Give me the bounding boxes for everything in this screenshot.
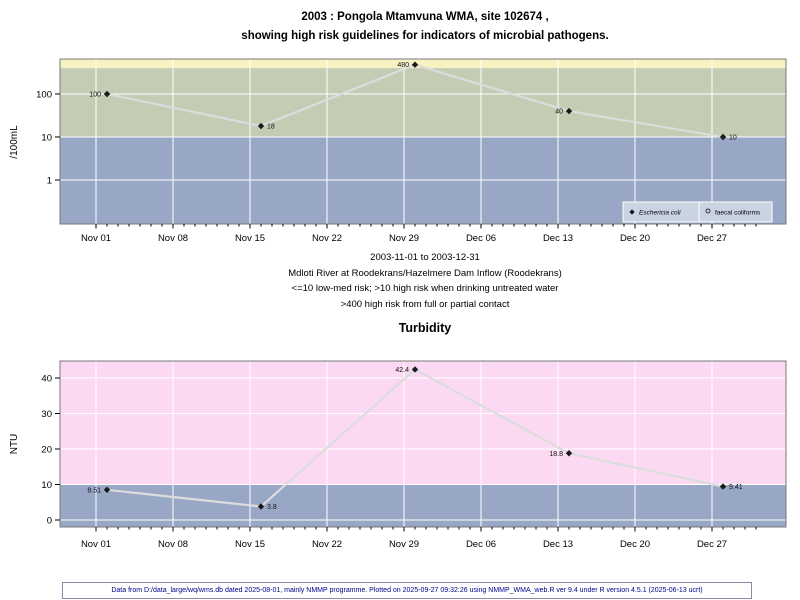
x-tick-label: Nov 15 bbox=[234, 539, 266, 550]
x-tick-label: Nov 29 bbox=[388, 539, 420, 550]
x-tick-label: Dec 27 bbox=[696, 539, 728, 550]
x-tick-label: Nov 22 bbox=[311, 539, 343, 550]
y-tick-label: 1 bbox=[46, 175, 52, 187]
caption-risk-rule-2: >400 high risk from full or partial contact bbox=[340, 298, 510, 310]
y-tick-label: 20 bbox=[41, 444, 52, 456]
y-tick-label: 40 bbox=[41, 373, 52, 385]
data-point-label: 40 bbox=[555, 108, 563, 116]
caption-risk-rule-1: <=10 low-med risk; >10 high risk when drinking untreated water bbox=[291, 283, 559, 294]
data-point-label: 480 bbox=[397, 62, 409, 70]
x-tick-label: Nov 08 bbox=[157, 233, 189, 244]
footer-text: Data from D:/data_large/wq/wms.db dated 2025-08-01, mainly NMMP programme. Plotted on 2025-09-27 09:32:26 using NMMP_WMA_web.R ver 9.4 under R version 4.5.1 (2025-06-13 ucrt) bbox=[111, 587, 703, 594]
caption-date-range: 2003-11-01 to 2003-12-31 bbox=[370, 252, 480, 263]
y-tick-label: 10 bbox=[41, 480, 52, 491]
data-point-label: 8.51 bbox=[87, 487, 101, 495]
x-tick-label: Dec 20 bbox=[619, 539, 651, 550]
chart1-captions bbox=[30, 250, 800, 312]
footer-box bbox=[62, 582, 752, 599]
data-point-label: 3.8 bbox=[267, 504, 277, 512]
main-title bbox=[30, 8, 800, 46]
y-axis-title: NTU bbox=[9, 433, 20, 455]
data-point-label: 18 bbox=[267, 123, 275, 131]
x-tick-label: Nov 22 bbox=[311, 233, 343, 244]
band-below-10-ntu bbox=[60, 485, 786, 528]
legend-label: Eschericia coli bbox=[639, 209, 681, 217]
x-tick-label: Nov 01 bbox=[80, 539, 112, 550]
x-tick-label: Nov 01 bbox=[80, 233, 112, 244]
data-point-label: 9.41 bbox=[729, 484, 743, 492]
band-above-10-ntu bbox=[60, 361, 786, 485]
main-title-line1: 2003 : Pongola Mtamvuna WMA, site 102674 , bbox=[301, 11, 549, 23]
x-tick-label: Dec 20 bbox=[619, 233, 651, 244]
y-tick-label: 10 bbox=[41, 132, 52, 144]
y-tick-label: 100 bbox=[36, 89, 52, 101]
x-tick-label: Dec 13 bbox=[542, 539, 574, 550]
x-tick-label: Dec 27 bbox=[696, 233, 728, 244]
legend bbox=[623, 202, 772, 222]
data-point-label: 42.4 bbox=[395, 366, 409, 374]
y-axis-title: /100mL bbox=[9, 125, 20, 159]
band-high-risk-drinking bbox=[60, 68, 786, 137]
data-point-label: 100 bbox=[89, 91, 101, 99]
legend-label: faecal coliforms bbox=[715, 209, 761, 217]
caption-site-name: Mdloti River at Roodekrans/Hazelmere Dam Inflow (Roodekrans) bbox=[288, 267, 562, 279]
data-point-label: 18.8 bbox=[549, 450, 563, 458]
x-tick-label: Nov 15 bbox=[234, 233, 266, 244]
y-tick-label: 0 bbox=[46, 515, 52, 527]
turbidity-title: Turbidity bbox=[398, 321, 452, 335]
x-tick-label: Nov 29 bbox=[388, 233, 420, 244]
microbial-pathogens-chart bbox=[9, 59, 786, 244]
main-title-line2: showing high risk guidelines for indicators of microbial pathogens. bbox=[241, 30, 609, 42]
data-point-label: 10 bbox=[729, 134, 737, 142]
x-tick-label: Nov 08 bbox=[157, 539, 189, 550]
y-tick-label: 30 bbox=[41, 409, 52, 420]
x-tick-label: Dec 13 bbox=[542, 233, 574, 244]
turbidity-chart bbox=[9, 361, 786, 550]
x-tick-label: Dec 06 bbox=[465, 233, 497, 244]
x-tick-label: Dec 06 bbox=[465, 539, 497, 550]
